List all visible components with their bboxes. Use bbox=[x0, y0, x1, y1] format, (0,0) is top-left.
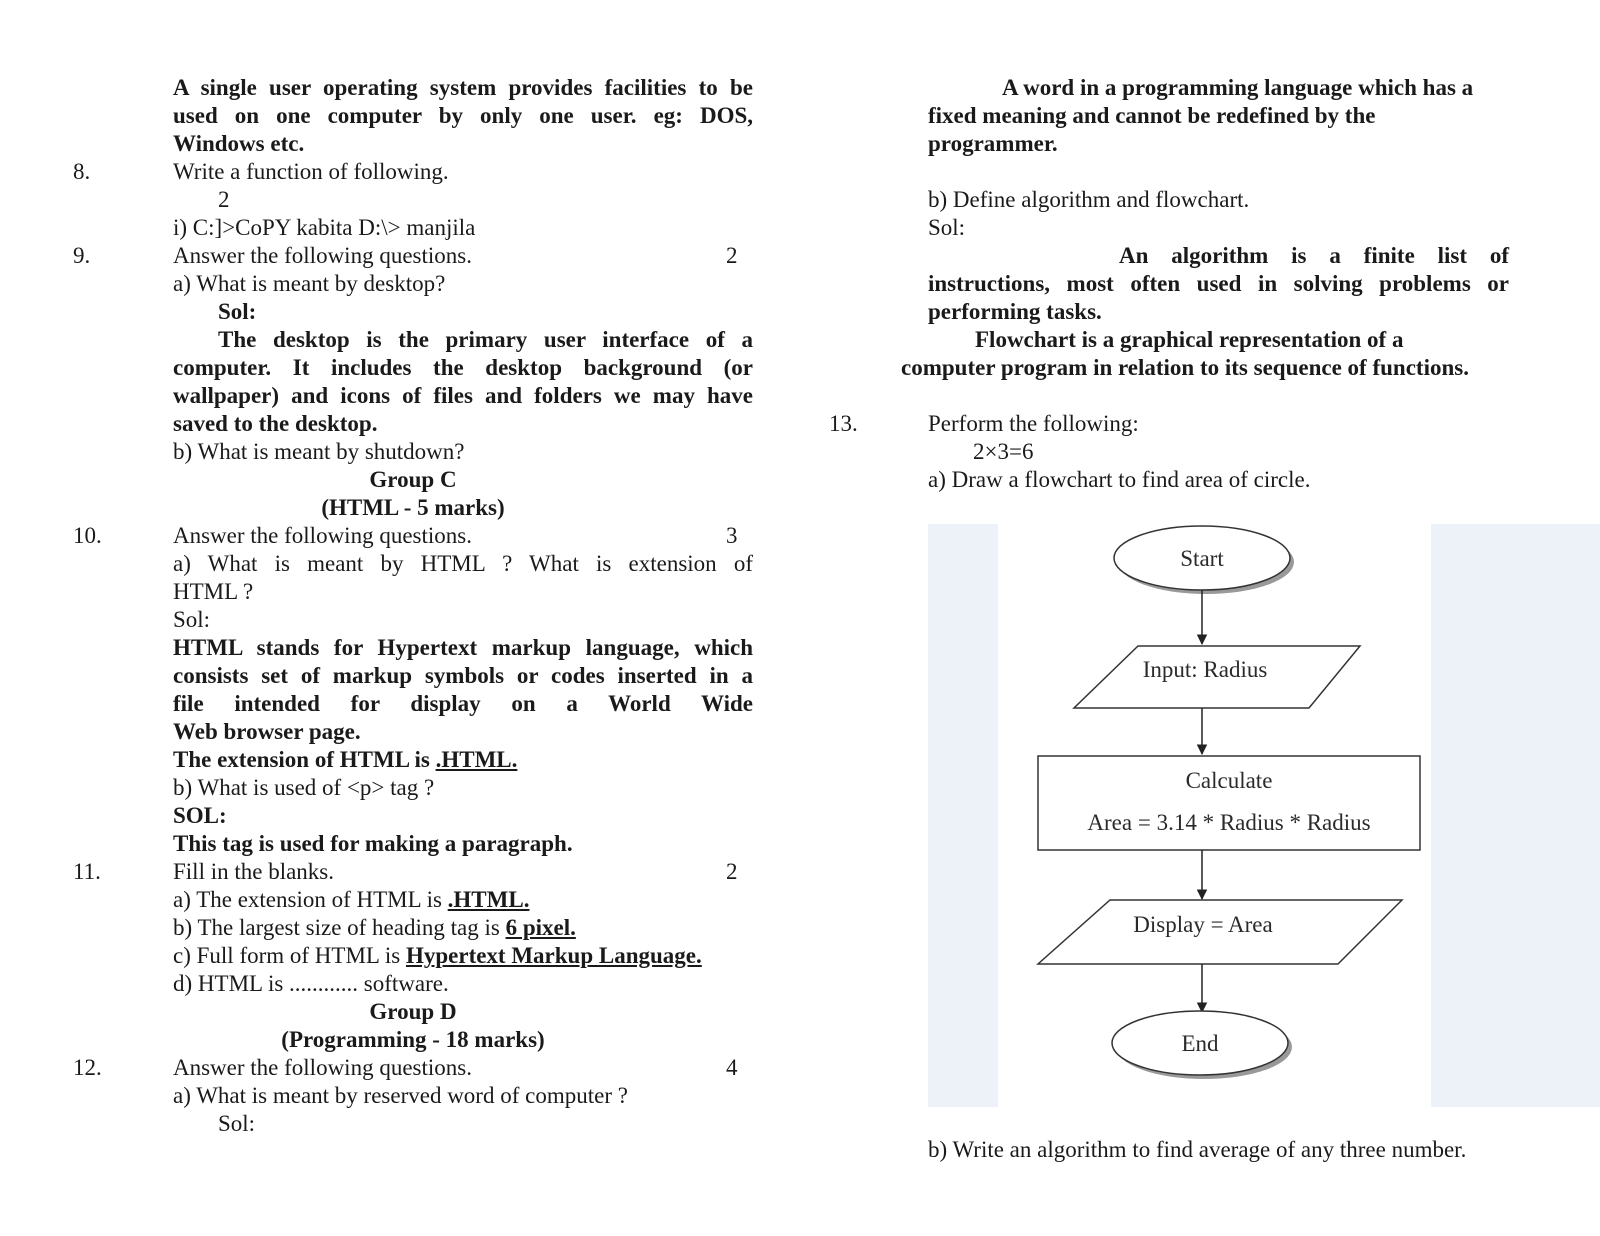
group-d-title: Group D bbox=[369, 999, 457, 1024]
question-number-10: 10. bbox=[73, 523, 102, 548]
question-13-marks: 2×3=6 bbox=[973, 439, 1034, 464]
blank-a-answer: .HTML. bbox=[447, 887, 530, 912]
question-12a-sol-label: Sol: bbox=[218, 1111, 256, 1136]
question-8-item: i) C:]>CoPY kabita D:\> manjila bbox=[173, 215, 476, 240]
html-answer-line-1: HTML stands for Hypertext markup language, which bbox=[173, 635, 753, 660]
algorithm-answer-line-1: An algorithm is a finite list of bbox=[1119, 243, 1509, 268]
question-11-marks: 2 bbox=[726, 859, 738, 884]
question-number-13: 13. bbox=[829, 411, 858, 436]
question-13a: a) Draw a flowchart to find area of circle. bbox=[928, 467, 1311, 492]
reserved-answer-line-2: fixed meaning and cannot be redefined by the bbox=[928, 103, 1376, 128]
flowchart-answer-line-1: Flowchart is a graphical representation of a bbox=[975, 327, 1404, 352]
algorithm-answer-line-2: instructions, most often used in solving problems or bbox=[928, 271, 1509, 296]
question-11-text: Fill in the blanks. bbox=[173, 859, 334, 884]
end-terminal bbox=[1112, 1011, 1292, 1079]
question-12b-sol-label: Sol: bbox=[928, 215, 966, 240]
question-9a-sol-label: Sol: bbox=[218, 299, 257, 324]
html-answer-line-2: consists set of markup symbols or codes inserted in a bbox=[173, 663, 753, 688]
input-parallelogram bbox=[1074, 646, 1360, 708]
desktop-answer-line-3: wallpaper) and icons of files and folders we may have bbox=[173, 383, 753, 408]
question-number-11: 11. bbox=[73, 859, 101, 884]
blank-d: d) HTML is ............ software. bbox=[173, 971, 449, 996]
question-10b-sol-label: SOL: bbox=[173, 803, 227, 828]
question-number-8: 8. bbox=[73, 159, 91, 184]
p-tag-answer: This tag is used for making a paragraph. bbox=[173, 831, 573, 856]
os-answer-line-1: A single user operating system provides facilities to be bbox=[173, 75, 753, 100]
blank-b bbox=[173, 914, 576, 942]
algorithm-answer-line-3: performing tasks. bbox=[928, 299, 1102, 324]
calculate-title: Calculate bbox=[1185, 768, 1273, 793]
start-label: Start bbox=[1180, 546, 1224, 571]
question-12b: b) Define algorithm and flowchart. bbox=[928, 187, 1250, 212]
question-10-text: Answer the following questions. bbox=[173, 523, 472, 548]
question-12a: a) What is meant by reserved word of computer ? bbox=[173, 1083, 628, 1108]
blank-b-label: b) The largest size of heading tag is bbox=[173, 915, 500, 940]
display-parallelogram bbox=[1038, 900, 1402, 964]
calculate-formula: Area = 3.14 * Radius * Radius bbox=[1087, 810, 1371, 835]
question-9a: a) What is meant by desktop? bbox=[173, 271, 446, 296]
blank-a bbox=[173, 886, 529, 914]
question-10b: b) What is used of <p> tag ? bbox=[173, 775, 435, 800]
question-8-marks: 2 bbox=[218, 187, 230, 212]
question-12-marks: 4 bbox=[726, 1055, 738, 1080]
question-10a-line-1: a) What is meant by HTML ? What is extension of bbox=[173, 551, 753, 576]
question-13-text: Perform the following: bbox=[928, 411, 1139, 436]
blank-c-answer: Hypertext Markup Language. bbox=[405, 943, 702, 968]
display-label: Display = Area bbox=[1133, 912, 1273, 937]
html-answer-line-4: Web browser page. bbox=[173, 719, 361, 744]
html-extension-label: The extension of HTML is bbox=[173, 747, 430, 772]
question-10a-sol-label: Sol: bbox=[173, 607, 211, 632]
question-9b: b) What is meant by shutdown? bbox=[173, 439, 465, 464]
reserved-answer-line-3: programmer. bbox=[928, 131, 1058, 156]
question-number-9: 9. bbox=[73, 243, 91, 268]
desktop-answer-line-2: computer. It includes the desktop background (or bbox=[173, 355, 753, 380]
question-8-text: Write a function of following. bbox=[173, 159, 449, 184]
question-10a-line-2: HTML ? bbox=[173, 579, 254, 604]
question-10-marks: 3 bbox=[726, 523, 738, 548]
question-number-12: 12. bbox=[73, 1055, 102, 1080]
reserved-answer-line-1: A word in a programming language which has a bbox=[1002, 75, 1474, 100]
html-answer-line-3: file intended for display on a World Wide bbox=[173, 691, 753, 716]
question-12-text: Answer the following questions. bbox=[173, 1055, 472, 1080]
start-terminal bbox=[1114, 526, 1294, 594]
question-13b: b) Write an algorithm to find average of any three number. bbox=[928, 1137, 1467, 1162]
desktop-answer-line-4: saved to the desktop. bbox=[173, 411, 378, 436]
blank-b-answer: 6 pixel. bbox=[505, 915, 576, 940]
blank-c-label: c) Full form of HTML is bbox=[173, 943, 401, 968]
html-extension-line bbox=[173, 746, 517, 774]
flowchart-diagram bbox=[998, 524, 1431, 1107]
input-label: Input: Radius bbox=[1142, 657, 1268, 682]
calculate-process-box bbox=[1038, 756, 1420, 850]
end-label: End bbox=[1181, 1031, 1219, 1056]
group-d-subtitle: (Programming - 18 marks) bbox=[281, 1027, 545, 1052]
question-9-text: Answer the following questions. bbox=[173, 243, 472, 268]
html-extension-value: .HTML. bbox=[435, 747, 518, 772]
flowchart-answer-line-2: computer program in relation to its sequence of functions. bbox=[901, 355, 1469, 380]
os-answer-line-2: used on one computer by only one user. eg: DOS, bbox=[173, 103, 753, 128]
blank-a-label: a) The extension of HTML is bbox=[173, 887, 442, 912]
blank-c bbox=[173, 942, 702, 970]
os-answer-line-3: Windows etc. bbox=[173, 131, 305, 156]
group-c-subtitle: (HTML - 5 marks) bbox=[321, 495, 505, 520]
desktop-answer-line-1: The desktop is the primary user interface of a bbox=[218, 327, 753, 352]
question-9-marks: 2 bbox=[726, 243, 738, 268]
group-c-title: Group C bbox=[369, 467, 457, 492]
